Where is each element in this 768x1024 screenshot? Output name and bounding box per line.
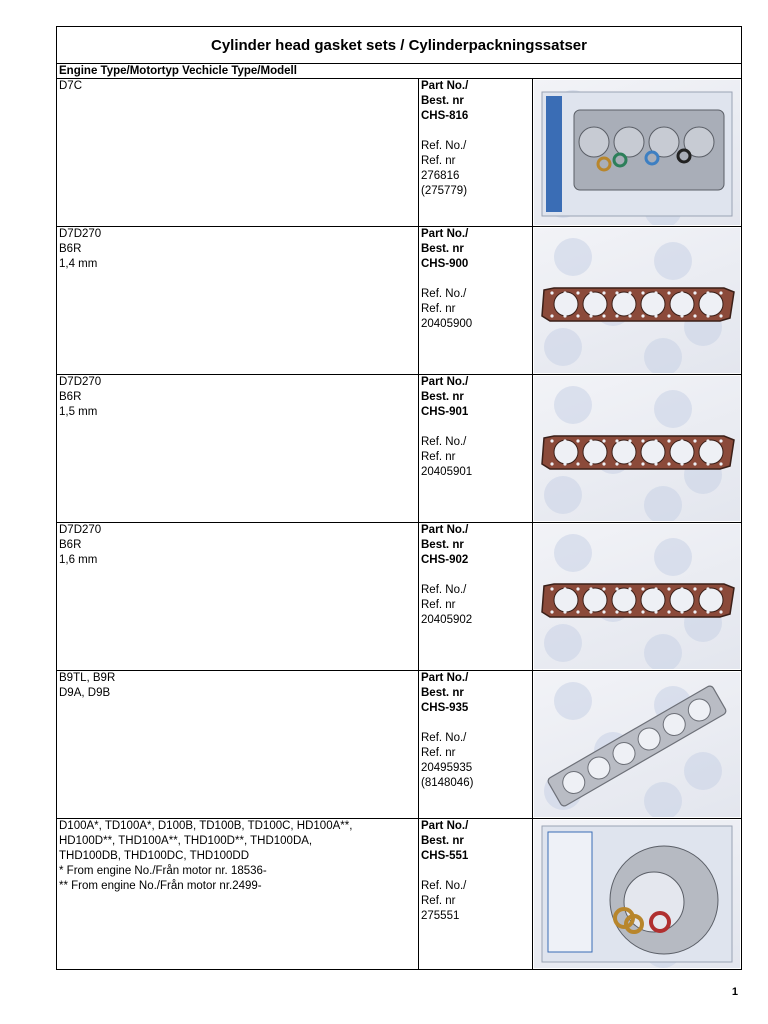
ref-label-swedish: Ref. nr (421, 155, 456, 167)
table-row (57, 227, 741, 375)
part-label: Part No./ (421, 80, 469, 92)
part-label: Part No./ (421, 376, 469, 388)
part-number: CHS-902 (421, 554, 469, 566)
ref-label: Ref. No./ (421, 140, 467, 152)
engine-type-cell: B9TL, B9R D9A, D9B (57, 671, 419, 818)
ref-number: 275551 (421, 910, 460, 922)
product-photo-cell (533, 375, 741, 522)
part-number-cell (419, 375, 533, 522)
page-number: 1 (731, 986, 738, 998)
table-row (57, 79, 741, 227)
six-cylinder-head-gasket-photo (534, 228, 740, 373)
ref-label-swedish: Ref. nr (421, 451, 456, 463)
part-number: CHS-816 (421, 110, 469, 122)
part-label-swedish: Best. nr (421, 539, 464, 551)
column-header: Engine Type/Motortyp Vechicle Type/Modell (57, 64, 741, 79)
part-number-cell (419, 79, 533, 226)
ref-label: Ref. No./ (421, 584, 467, 596)
part-label: Part No./ (421, 672, 469, 684)
ref-label-swedish: Ref. nr (421, 895, 456, 907)
table-row (57, 671, 741, 819)
part-number: CHS-551 (421, 850, 469, 862)
engine-type-cell: D7D270 B6R 1,6 mm (57, 523, 419, 670)
part-label-swedish: Best. nr (421, 687, 464, 699)
part-number-cell (419, 227, 533, 374)
table-row (57, 819, 741, 969)
gasket-table (56, 26, 742, 970)
ref-label: Ref. No./ (421, 288, 467, 300)
ref-label: Ref. No./ (421, 732, 467, 744)
part-label: Part No./ (421, 228, 469, 240)
part-label-swedish: Best. nr (421, 391, 464, 403)
part-number: CHS-901 (421, 406, 469, 418)
ref-number: 276816 (421, 170, 460, 182)
ref-number: 20405901 (421, 466, 473, 478)
product-photo-cell (533, 79, 741, 226)
ref-number-alt: (275779) (421, 185, 468, 197)
part-number: CHS-900 (421, 258, 469, 270)
engine-type-cell: D7C (57, 79, 419, 226)
gasket-kit-package-photo (534, 80, 740, 225)
ref-label-swedish: Ref. nr (421, 747, 456, 759)
product-photo-cell (533, 523, 741, 670)
part-number-cell (419, 819, 533, 969)
ref-label-swedish: Ref. nr (421, 303, 456, 315)
part-number: CHS-935 (421, 702, 469, 714)
engine-type-cell: D7D270 B6R 1,4 mm (57, 227, 419, 374)
metal-head-gasket-photo (534, 672, 740, 817)
ref-number: 20405902 (421, 614, 473, 626)
part-label-swedish: Best. nr (421, 835, 464, 847)
single-cylinder-gasket-kit-photo (534, 820, 740, 968)
product-photo-cell (533, 227, 741, 374)
ref-label-swedish: Ref. nr (421, 599, 456, 611)
product-photo-cell (533, 819, 741, 969)
ref-number: 20405900 (421, 318, 473, 330)
ref-label: Ref. No./ (421, 880, 467, 892)
ref-number: 20495935 (421, 762, 473, 774)
part-label: Part No./ (421, 524, 469, 536)
part-label-swedish: Best. nr (421, 95, 464, 107)
engine-type-cell: D100A*, TD100A*, D100B, TD100B, TD100C, HD100A**, HD100D**, THD100A**, THD100D**, THD100DA, THD100DB, THD100DC, THD100DD * From engine No./Från motor nr. 18536- ** From engine No./Från motor nr.2499- (57, 819, 419, 969)
product-photo-cell (533, 671, 741, 818)
table-title: Cylinder head gasket sets / Cylinderpackningssatser (57, 27, 741, 64)
part-label: Part No./ (421, 820, 469, 832)
engine-type-cell: D7D270 B6R 1,5 mm (57, 375, 419, 522)
ref-number-alt: (8148046) (421, 777, 474, 789)
part-label-swedish: Best. nr (421, 243, 464, 255)
ref-label: Ref. No./ (421, 436, 467, 448)
table-row (57, 375, 741, 523)
six-cylinder-head-gasket-photo (534, 376, 740, 521)
six-cylinder-head-gasket-photo (534, 524, 740, 669)
part-number-cell (419, 671, 533, 818)
part-number-cell (419, 523, 533, 670)
table-row (57, 523, 741, 671)
